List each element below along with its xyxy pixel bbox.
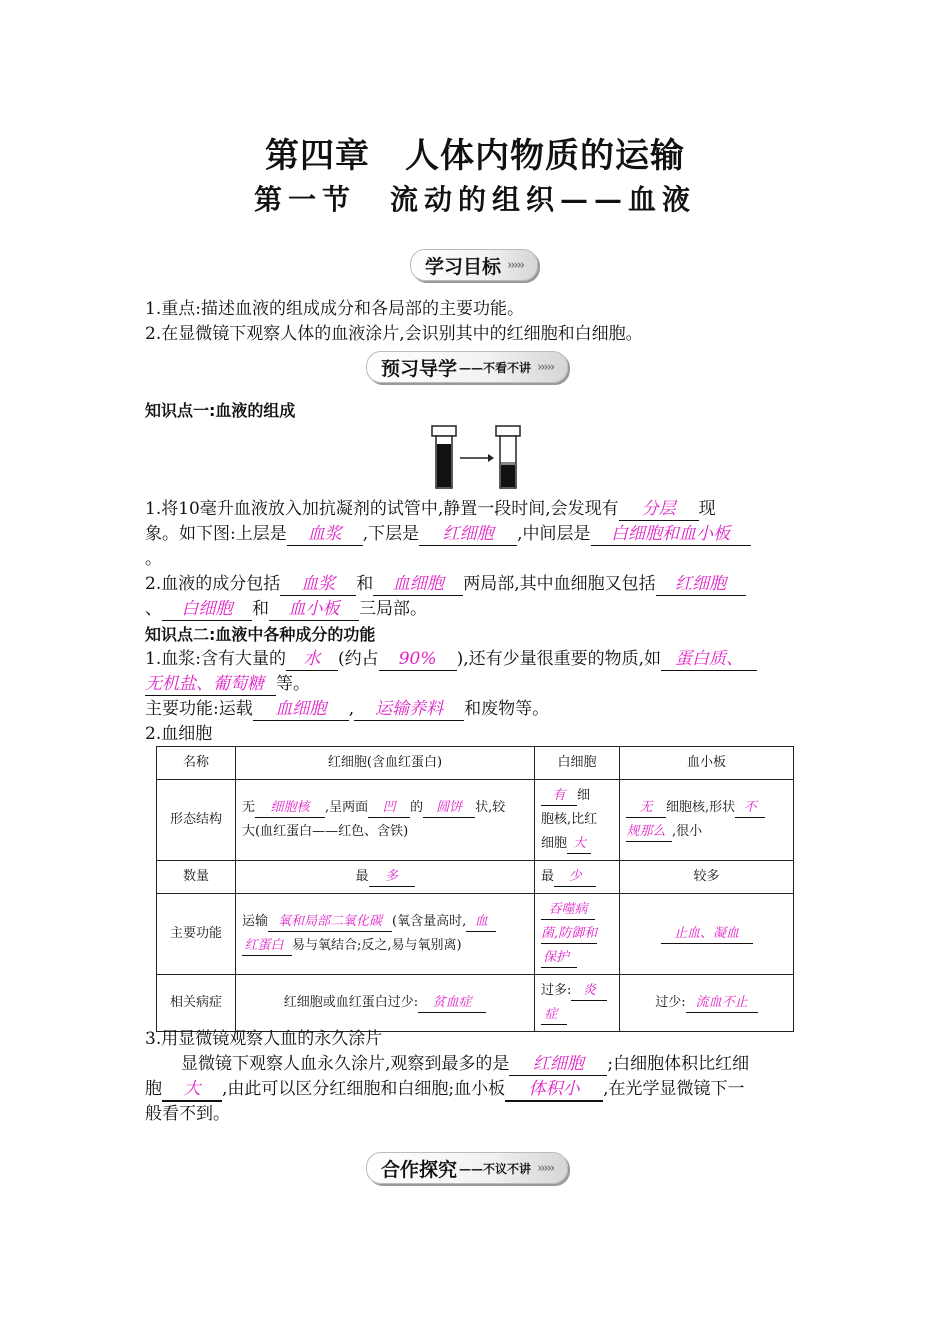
- text: 最: [541, 869, 555, 884]
- answer-blank: 白细胞和血小板: [591, 524, 751, 546]
- k1-q2-line2: [145, 597, 805, 622]
- text: 1.血浆:含有大量的: [145, 649, 286, 669]
- text: 无: [242, 800, 256, 815]
- answer-blank: 运输养料: [354, 699, 464, 721]
- answer-blank: 大: [567, 835, 591, 854]
- answer-blank: 血浆: [287, 524, 363, 546]
- text: 和: [252, 599, 269, 619]
- answer-blank: 体积小: [505, 1079, 603, 1102]
- text: ,由此可以区分红细胞和白细胞;血小板: [222, 1079, 506, 1099]
- k1-q1-line3: 。: [145, 549, 162, 569]
- double-arrow-icon: ›››››: [537, 359, 554, 375]
- text: 显微镜下观察人血永久涂片,观察到最多的是: [181, 1054, 510, 1074]
- text: 、: [145, 599, 162, 619]
- banner-preview: [366, 351, 568, 383]
- answer-blank: 血细胞: [253, 699, 349, 721]
- answer-blank: 凹: [368, 799, 410, 818]
- text: ),还有少量很重要的物质,如: [456, 649, 662, 669]
- answer-blank: 保护: [541, 949, 577, 968]
- text: 细: [577, 788, 591, 803]
- k3-title: 3.用显微镜观察人血的永久涂片: [145, 1029, 383, 1049]
- answer-blank: 红细胞: [509, 1054, 607, 1076]
- text: ,呈两面: [325, 800, 369, 815]
- text: 运输: [242, 914, 269, 929]
- tube2-rbc: [501, 465, 515, 487]
- text: ;白细胞体积比红细: [607, 1054, 750, 1074]
- answer-blank: 白细胞: [162, 599, 252, 621]
- text: 过多:: [541, 983, 572, 998]
- answer-blank: 症: [541, 1006, 567, 1025]
- text: 两局部,其中血细胞又包括: [463, 574, 656, 594]
- double-arrow-icon: ›››››: [537, 1160, 554, 1176]
- text: 红细胞或血红蛋白过少:: [283, 995, 419, 1010]
- k1-heading: 知识点一:血液的组成: [145, 401, 296, 420]
- text: (氧含量高时,: [392, 914, 467, 929]
- answer-blank: 蛋白质、: [661, 649, 757, 671]
- text: 和: [356, 574, 374, 594]
- cell-rbc-count: [236, 861, 535, 894]
- header-cell: 血小板: [620, 747, 794, 780]
- text: 过少:: [655, 995, 686, 1010]
- k2-heading: 知识点二:血液中各种成分的功能: [145, 625, 376, 644]
- cell-wbc-disease: [535, 975, 620, 1032]
- k2-p1-line1: [145, 647, 805, 672]
- cell-wbc-func: [535, 894, 620, 975]
- text: ,在光学显微镜下一: [603, 1079, 745, 1099]
- tube1-blood: [437, 444, 451, 487]
- text: 主要功能:运载: [145, 699, 253, 719]
- text: 现: [698, 499, 716, 519]
- k2-p3: 2.血细胞: [145, 724, 213, 744]
- header-cell: 白细胞: [535, 747, 620, 780]
- goal-1: 1.重点:描述血液的组成成分和各局部的主要功能。: [145, 299, 524, 319]
- answer-blank: 氧和局部二氧化碳: [268, 913, 392, 932]
- table-row: [157, 894, 794, 975]
- answer-blank: 红细胞: [419, 524, 517, 546]
- answer-blank: 分层: [619, 499, 699, 521]
- text: ,中间层是: [517, 524, 591, 544]
- k3-line3: 般看不到。: [145, 1104, 230, 1124]
- text: 细胞核,形状: [666, 800, 736, 815]
- arrow-head: [488, 454, 494, 462]
- goal-2: 2.在显微镜下观察人体的血液涂片,会识别其中的红细胞和白细胞。: [145, 324, 643, 344]
- text: 状,较: [475, 800, 506, 815]
- answer-blank: 菌,防御和: [541, 925, 597, 944]
- text: 等。: [276, 674, 310, 694]
- section-title: 第一节 流动的组织——血液: [253, 183, 696, 216]
- row-label: 数量: [157, 861, 236, 894]
- answer-blank: 大: [162, 1079, 222, 1102]
- tube2-plasma: [501, 448, 515, 462]
- banner-preview-label: 预习导学: [381, 357, 458, 380]
- text: ,: [348, 699, 355, 719]
- tube1-cap: [432, 426, 456, 436]
- text: 胞核,比红: [541, 812, 598, 827]
- answer-blank: 无机盐、葡萄糖: [145, 674, 276, 696]
- row-label: 形态结构: [157, 780, 236, 861]
- answer-blank: 炎: [571, 982, 607, 1001]
- text: 大(血红蛋白——红色、含铁): [242, 824, 409, 839]
- answer-blank: 血小板: [269, 599, 359, 621]
- answer-blank: 圆饼: [423, 799, 475, 818]
- text: 最: [355, 869, 369, 884]
- row-label: 相关病症: [157, 975, 236, 1032]
- test-tube-illustration: [430, 424, 522, 490]
- answer-blank: 不: [735, 799, 765, 818]
- text: 细胞: [541, 836, 568, 851]
- answer-blank: 流血不止: [686, 994, 758, 1013]
- tube2-cap: [496, 426, 520, 436]
- answer-blank: 止血、凝血: [661, 925, 753, 944]
- answer-blank: 有: [541, 787, 577, 806]
- text: 象。如下图:上层是: [145, 524, 287, 544]
- text: 和废物等。: [464, 699, 550, 719]
- k2-p1-line2: [145, 672, 805, 697]
- banner-coop-sub: ——不议不讲: [459, 1161, 532, 1176]
- text: ,很小: [672, 824, 703, 839]
- k3-line2: [145, 1077, 805, 1102]
- cell-plt-count: 较多: [620, 861, 794, 894]
- answer-blank: 水: [286, 649, 338, 671]
- answer-blank: 血: [466, 913, 496, 932]
- answer-blank: 细胞核: [255, 799, 325, 818]
- k1-q1-line2: [145, 522, 805, 547]
- answer-blank: 多: [369, 868, 415, 887]
- banner-goals: [410, 249, 538, 281]
- k1-q1-line1: [145, 497, 805, 522]
- banner-coop-label: 合作探究: [381, 1158, 458, 1181]
- cell-plt-func: [620, 894, 794, 975]
- cell-rbc-func: [236, 894, 535, 975]
- text: 2.血液的成分包括: [145, 574, 281, 594]
- cell-wbc-shape: [535, 780, 620, 861]
- text: 的: [410, 800, 424, 815]
- answer-blank: 贫血症: [418, 994, 486, 1013]
- answer-blank: 无: [626, 799, 666, 818]
- text: 三局部。: [359, 599, 427, 619]
- table-row: [157, 975, 794, 1032]
- cell-rbc-disease: [236, 975, 535, 1032]
- double-arrow-icon: ›››››: [507, 257, 524, 273]
- row-label: 主要功能: [157, 894, 236, 975]
- cell-rbc-shape: [236, 780, 535, 861]
- blood-cell-table: [156, 746, 794, 1032]
- text: 易与氧结合;反之,易与氧别离): [292, 938, 462, 953]
- banner-goals-label: 学习目标: [425, 255, 502, 278]
- table-row: [157, 861, 794, 894]
- tube2-buffy-coat: [501, 462, 515, 465]
- text: ,下层是: [362, 524, 420, 544]
- text: (约占: [337, 649, 379, 669]
- text: 胞: [145, 1079, 162, 1099]
- text: 1.将10毫升血液放入加抗凝剂的试管中,静置一段时间,会发现有: [145, 499, 619, 519]
- answer-blank: 红细胞: [656, 574, 746, 596]
- k2-p2: [145, 697, 805, 722]
- answer-blank: 规那么: [626, 823, 672, 842]
- header-cell: 名称: [157, 747, 236, 780]
- answer-blank: 血浆: [280, 574, 356, 596]
- answer-blank: 红蛋白: [242, 937, 292, 956]
- table-header-row: [157, 747, 794, 780]
- table-row: [157, 780, 794, 861]
- answer-blank: 90%: [379, 649, 457, 671]
- banner-coop: [366, 1152, 568, 1184]
- answer-blank: 吞噬病: [541, 901, 595, 920]
- header-cell: 红细胞(含血红蛋白): [236, 747, 535, 780]
- k1-q2-line1: [145, 572, 805, 597]
- cell-plt-shape: [620, 780, 794, 861]
- cell-wbc-count: [535, 861, 620, 894]
- banner-preview-sub: ——不看不讲: [459, 360, 532, 375]
- answer-blank: 血细胞: [373, 574, 463, 596]
- cell-plt-disease: [620, 975, 794, 1032]
- k3-line1: [145, 1052, 805, 1077]
- chapter-title: 第四章 人体内物质的运输: [265, 136, 685, 176]
- answer-blank: 少: [554, 868, 596, 887]
